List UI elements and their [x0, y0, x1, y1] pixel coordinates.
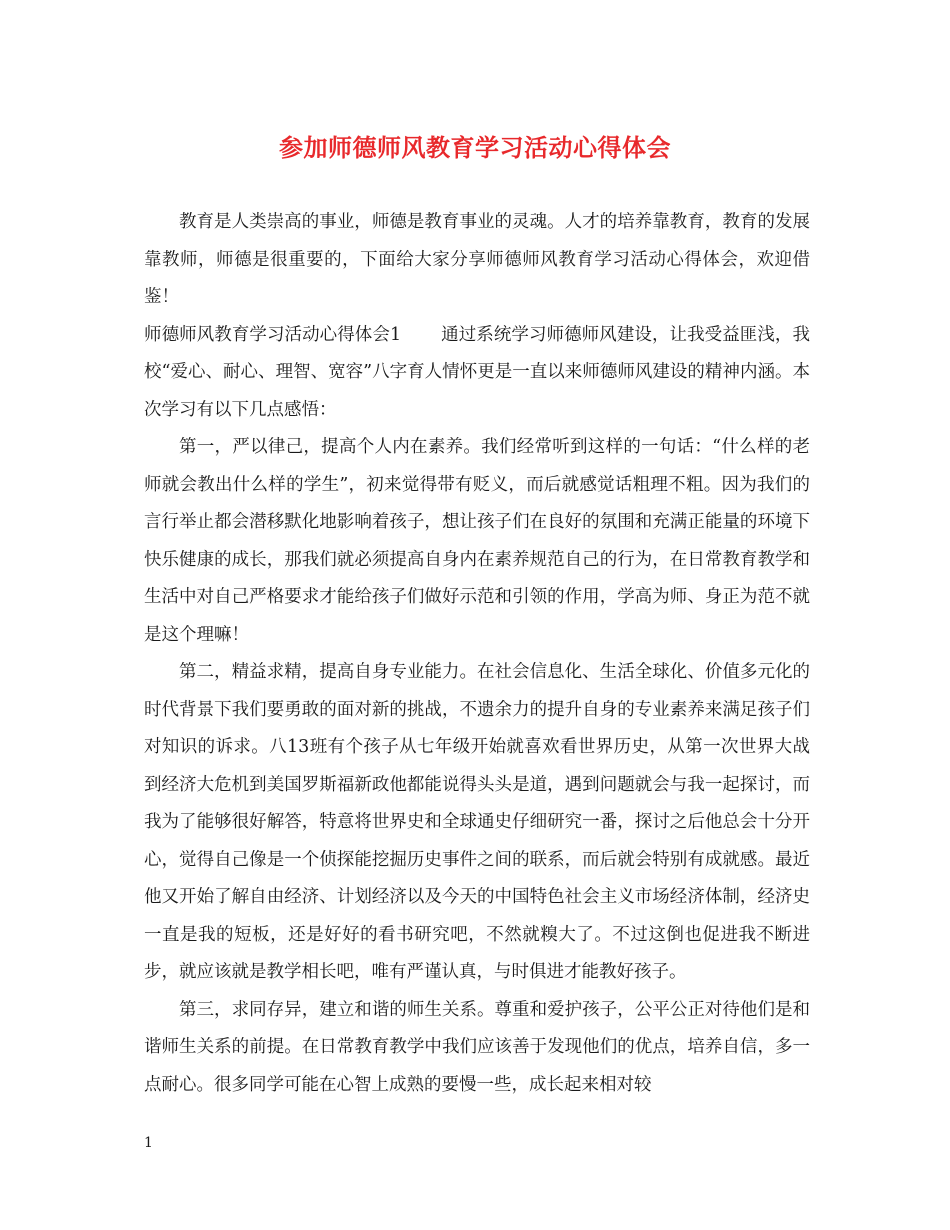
document-body: [144, 204, 810, 1104]
intro-paragraph: 教育是人类崇高的事业，师德是教育事业的灵魂。人才的培养靠教育，教育的发展靠教师，师德是很重要的，下面给大家分享师德师风教育学习活动心得体会，欢迎借鉴！: [144, 212, 810, 307]
body-paragraph-1: 第一，严以律己，提高个人内在素养。我们经常听到这样的一句话：“什么样的老师就会教出什么样的学生”，初来觉得带有贬义，而后就感觉话粗理不粗。因为我们的言行举止都会潜移默化地影响着孩子，想让孩子们在良好的氛围和充满正能量的环境下快乐健康的成长，那我们就必须提高自身内在素养规范自己的行为，在日常教育教学和生活中对自己严格要求才能给孩子们做好示范和引领的作用，学高为师、身正为范不就是这个理嘛！: [144, 437, 810, 645]
body-paragraph-3: 第三，求同存异，建立和谐的师生关系。尊重和爱护孩子，公平公正对待他们是和谐师生关系的前提。在日常教育教学中我们应该善于发现他们的优点，培养自信，多一点耐心。很多同学可能在心智上成熟的要慢一些，成长起来相对较: [144, 999, 810, 1095]
section-opening: 通过系统学习师德师风建设，让我受益匪浅，我校“爱心、耐心、理智、宽容”八字育人情怀更是一直以来师德师风建设的精神内涵。本次学习有以下几点感悟：: [144, 324, 810, 420]
section-paragraph: [144, 317, 810, 430]
section-heading: 师德师风教育学习活动心得体会1: [144, 324, 402, 345]
document-title: 参加师德师风教育学习活动心得体会: [279, 133, 671, 162]
page-number: 1: [144, 1135, 153, 1151]
body-paragraph-2: 第二，精益求精，提高自身专业能力。在社会信息化、生活全球化、价值多元化的时代背景下我们要勇敢的面对新的挑战，不遗余力的提升自身的专业素养来满足孩子们对知识的诉求。八13班有个孩子从七年级开始就喜欢看世界历史，从第一次世界大战到经济大危机到美国罗斯福新政他都能说得头头是道，遇到问题就会与我一起探讨，而我为了能够很好解答，特意将世界史和全球通史仔细研究一番，探讨之后他总会十分开心，觉得自己像是一个侦探能挖掘历史事件之间的联系，而后就会特别有成就感。最近他又开始了解自由经济、计划经济以及今天的中国特色社会主义市场经济体制，经济史一直是我的短板，还是好好的看书研究吧，不然就糗大了。不过这倒也促进我不断进步，就应该就是教学相长吧，唯有严谨认真，与时俱进才能教好孩子。: [144, 662, 810, 982]
